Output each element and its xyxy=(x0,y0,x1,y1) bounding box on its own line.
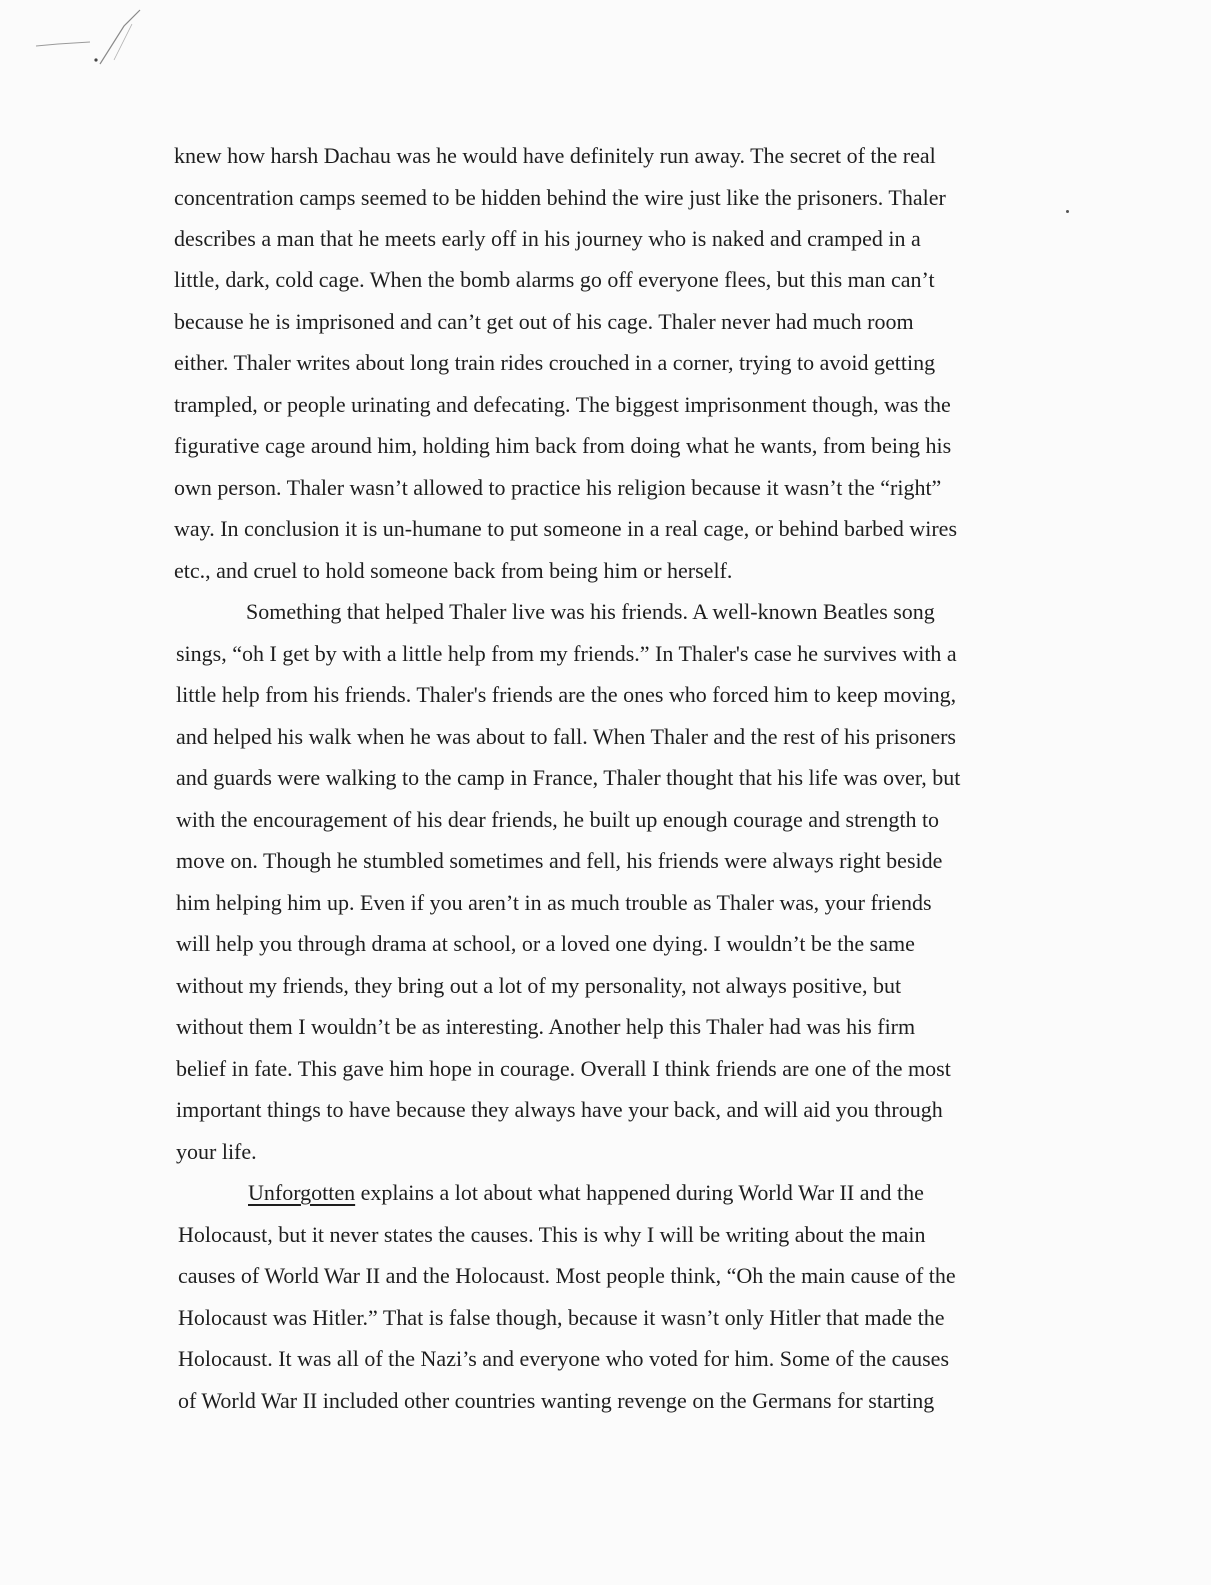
text-line: your life. xyxy=(176,1139,257,1164)
text-line: causes of World War II and the Holocaust. Most people think, “Oh the main cause of the xyxy=(178,1263,956,1288)
text-line: important things to have because they always have your back, and will aid you through xyxy=(176,1097,943,1122)
text-line: way. In conclusion it is un-humane to put someone in a real cage, or behind barbed wires xyxy=(174,516,958,541)
text-line: knew how harsh Dachau was he would have definitely run away. The secret of the real xyxy=(174,143,936,168)
text-line: of World War II included other countries wanting revenge on the Germans for starting xyxy=(178,1388,935,1413)
text-line: belief in fate. This gave him hope in courage. Overall I think friends are one of the most xyxy=(176,1056,951,1081)
text-line: and helped his walk when he was about to fall. When Thaler and the rest of his prisoners xyxy=(176,724,956,749)
text-line: own person. Thaler wasn’t allowed to practice his religion because it wasn’t the “right” xyxy=(174,475,942,500)
text-line: concentration camps seemed to be hidden behind the wire just like the prisoners. Thaler xyxy=(174,185,946,210)
scan-speck xyxy=(1066,210,1069,213)
text-span: explains a lot about what happened during World War II and the xyxy=(355,1180,924,1205)
paragraph-first-line xyxy=(248,1179,924,1207)
text-line: him helping him up. Even if you aren’t in as much trouble as Thaler was, your friends xyxy=(176,890,932,915)
text-line: with the encouragement of his dear friends, he built up enough courage and strength to xyxy=(176,807,940,832)
text-line: and guards were walking to the camp in France, Thaler thought that his life was over, but xyxy=(176,765,961,790)
text-line: because he is imprisoned and can’t get out of his cage. Thaler never had much room xyxy=(174,309,914,334)
text-line: little, dark, cold cage. When the bomb alarms go off everyone flees, but this man can’t xyxy=(174,267,935,292)
text-line: move on. Though he stumbled sometimes and fell, his friends were always right beside xyxy=(176,848,943,873)
text-line: will help you through drama at school, or a loved one dying. I wouldn’t be the same xyxy=(176,931,915,956)
text-line: without my friends, they bring out a lot of my personality, not always positive, but xyxy=(176,973,902,998)
text-line: either. Thaler writes about long train rides crouched in a corner, trying to avoid getting xyxy=(174,350,936,375)
pencil-mark xyxy=(28,4,148,84)
book-title: Unforgotten xyxy=(248,1180,356,1205)
text-line: little help from his friends. Thaler's friends are the ones who forced him to keep moving, xyxy=(176,682,957,707)
text-line: Holocaust, but it never states the causes. This is why I will be writing about the main xyxy=(178,1222,926,1247)
text-line: Holocaust. It was all of the Nazi’s and everyone who voted for him. Some of the causes xyxy=(178,1346,950,1371)
text-line: trampled, or people urinating and defecating. The biggest imprisonment though, was the xyxy=(174,392,951,417)
text-line: describes a man that he meets early off in his journey who is naked and cramped in a xyxy=(174,226,921,251)
text-line: without them I wouldn’t be as interesting. Another help this Thaler had was his firm xyxy=(176,1014,916,1039)
text-line: Holocaust was Hitler.” That is false though, because it wasn’t only Hitler that made the xyxy=(178,1305,945,1330)
text-line: figurative cage around him, holding him back from doing what he wants, from being his xyxy=(174,433,952,458)
text-line: sings, “oh I get by with a little help from my friends.” In Thaler's case he survives with a xyxy=(176,641,957,666)
text-line: etc., and cruel to hold someone back from being him or herself. xyxy=(174,558,733,583)
paragraph-first-line: Something that helped Thaler live was his friends. A well-known Beatles song xyxy=(246,599,935,624)
